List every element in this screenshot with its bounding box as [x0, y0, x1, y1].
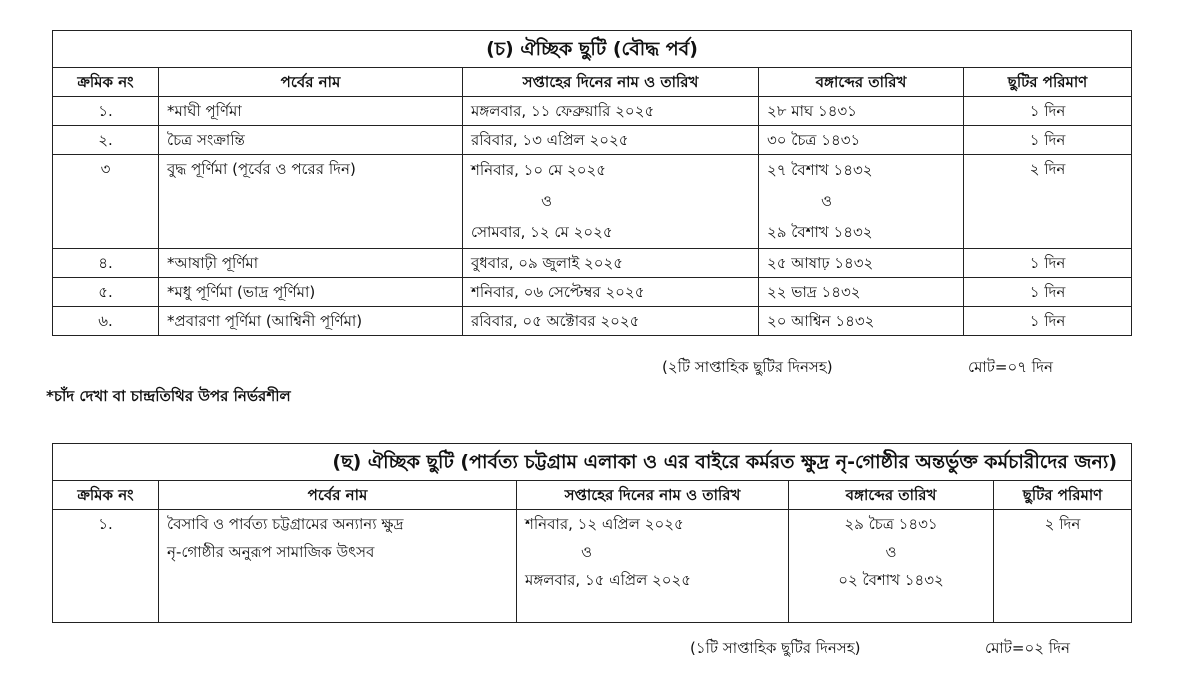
serial-cell: ৩	[53, 155, 159, 249]
festival-name-cell: বুদ্ধ পূর্ণিমা (পূর্বের ও পরের দিন)	[159, 155, 463, 249]
date-start: শনিবার, ১০ মে ২০২৫	[471, 161, 607, 179]
table-row	[53, 97, 1132, 126]
header-holiday-amount: ছুটির পরিমাণ	[964, 68, 1132, 97]
serial-cell: ২.	[53, 126, 159, 155]
table-row	[53, 249, 1132, 278]
header-weekday-date: সপ্তাহের দিনের নাম ও তারিখ	[517, 481, 789, 510]
table-ethnic-community-optional-holidays	[52, 443, 1132, 623]
bangla-date-cell: ২৮ মাঘ ১৪৩১	[759, 97, 964, 126]
header-holiday-amount: ছুটির পরিমাণ	[994, 481, 1132, 510]
bangla-date-cell: ৩০ চৈত্র ১৪৩১	[759, 126, 964, 155]
weekly-holiday-note: (২টি সাপ্তাহিক ছুটির দিনসহ)	[662, 358, 833, 376]
table-row	[53, 155, 1132, 249]
date-end: মঙ্গলবার, ১৫ এপ্রিল ২০২৫	[525, 571, 692, 589]
bangla-date-cell: ২০ আশ্বিন ১৪৩২	[759, 307, 964, 336]
bangla-date-conjunction: ও	[885, 543, 897, 561]
weekday-date-cell: রবিবার, ০৫ অক্টোবর ২০২৫	[463, 307, 759, 336]
amount-cell: ১ দিন	[964, 307, 1132, 336]
serial-cell: ৫.	[53, 278, 159, 307]
serial-cell: ১.	[53, 510, 159, 623]
amount-cell: ১ দিন	[964, 126, 1132, 155]
amount-cell: ২ দিন	[994, 510, 1132, 623]
header-weekday-date: সপ্তাহের দিনের নাম ও তারিখ	[463, 68, 759, 97]
weekday-date-cell	[517, 510, 789, 623]
table-row	[53, 307, 1132, 336]
bangla-date-cell	[759, 155, 964, 249]
amount-cell: ১ দিন	[964, 249, 1132, 278]
header-festival-name: পর্বের নাম	[159, 68, 463, 97]
weekly-holiday-note: (১টি সাপ্তাহিক ছুটির দিনসহ)	[690, 639, 861, 657]
weekday-date-cell: মঙ্গলবার, ১১ ফেব্রুয়ারি ২০২৫	[463, 97, 759, 126]
date-conjunction: ও	[541, 192, 553, 210]
header-serial: ক্রমিক নং	[53, 481, 159, 510]
festival-name-cell: *আষাঢ়ী পূর্ণিমা	[159, 249, 463, 278]
amount-cell: ১ দিন	[964, 97, 1132, 126]
table-header-row	[53, 68, 1132, 97]
table-title: (চ) ঐচ্ছিক ছুটি (বৌদ্ধ পর্ব)	[53, 31, 1132, 68]
header-bangla-date: বঙ্গাব্দের তারিখ	[789, 481, 994, 510]
table-title: (ছ) ঐচ্ছিক ছুটি (পার্বত্য চট্টগ্রাম এলাকা ও এর বাইরে কর্মরত ক্ষুদ্র নৃ-গোষ্ঠীর অন্তর্ভুক্ত কর্মচারীদের জন্য)	[53, 444, 1132, 481]
festival-name-cell: চৈত্র সংক্রান্তি	[159, 126, 463, 155]
festival-name-cell: *মাঘী পূর্ণিমা	[159, 97, 463, 126]
table-row	[53, 278, 1132, 307]
total-days: মোট=০২ দিন	[985, 639, 1070, 657]
festival-name-cell: *প্রবারণা পূর্ণিমা (আশ্বিনী পূর্ণিমা)	[159, 307, 463, 336]
bangla-date-end: ২৯ বৈশাখ ১৪৩২	[767, 223, 873, 241]
weekday-date-cell: শনিবার, ০৬ সেপ্টেম্বর ২০২৫	[463, 278, 759, 307]
weekday-date-cell: রবিবার, ১৩ এপ্রিল ২০২৫	[463, 126, 759, 155]
bangla-date-conjunction: ও	[821, 192, 833, 210]
bangla-date-cell: ২২ ভাদ্র ১৪৩২	[759, 278, 964, 307]
amount-cell: ২ দিন	[964, 155, 1132, 249]
festival-name-cell	[159, 510, 517, 623]
table-header-row	[53, 481, 1132, 510]
bangla-date-cell	[789, 510, 994, 623]
bangla-date-cell: ২৫ আষাঢ় ১৪৩২	[759, 249, 964, 278]
bangla-date-end: ০২ বৈশাখ ১৪৩২	[838, 571, 944, 589]
date-start: শনিবার, ১২ এপ্রিল ২০২৫	[525, 515, 684, 533]
header-serial: ক্রমিক নং	[53, 68, 159, 97]
table-buddhist-optional-holidays	[52, 30, 1132, 336]
amount-cell: ১ দিন	[964, 278, 1132, 307]
bangla-date-start: ২৯ চৈত্র ১৪৩১	[844, 515, 938, 533]
serial-cell: ৪.	[53, 249, 159, 278]
festival-name-cell: *মধু পূর্ণিমা (ভাদ্র পূর্ণিমা)	[159, 278, 463, 307]
weekday-date-cell	[463, 155, 759, 249]
table-row	[53, 510, 1132, 623]
festival-name-line-2: নৃ-গোষ্ঠীর অনুরূপ সামাজিক উৎসব	[167, 543, 375, 561]
header-bangla-date: বঙ্গাব্দের তারিখ	[759, 68, 964, 97]
bangla-date-start: ২৭ বৈশাখ ১৪৩২	[767, 161, 873, 179]
total-days: মোট=০৭ দিন	[968, 358, 1053, 376]
header-festival-name: পর্বের নাম	[159, 481, 517, 510]
weekday-date-cell: বুধবার, ০৯ জুলাই ২০২৫	[463, 249, 759, 278]
moon-sighting-footnote: *চাঁদ দেখা বা চান্দ্রতিথির উপর নির্ভরশীল	[46, 387, 291, 405]
date-end: সোমবার, ১২ মে ২০২৫	[471, 223, 613, 241]
table-row	[53, 126, 1132, 155]
serial-cell: ১.	[53, 97, 159, 126]
serial-cell: ৬.	[53, 307, 159, 336]
festival-name-line-1: বৈসাবি ও পার্বত্য চট্টগ্রামের অন্যান্য ক্ষুদ্র	[167, 515, 404, 533]
date-conjunction: ও	[581, 543, 593, 561]
